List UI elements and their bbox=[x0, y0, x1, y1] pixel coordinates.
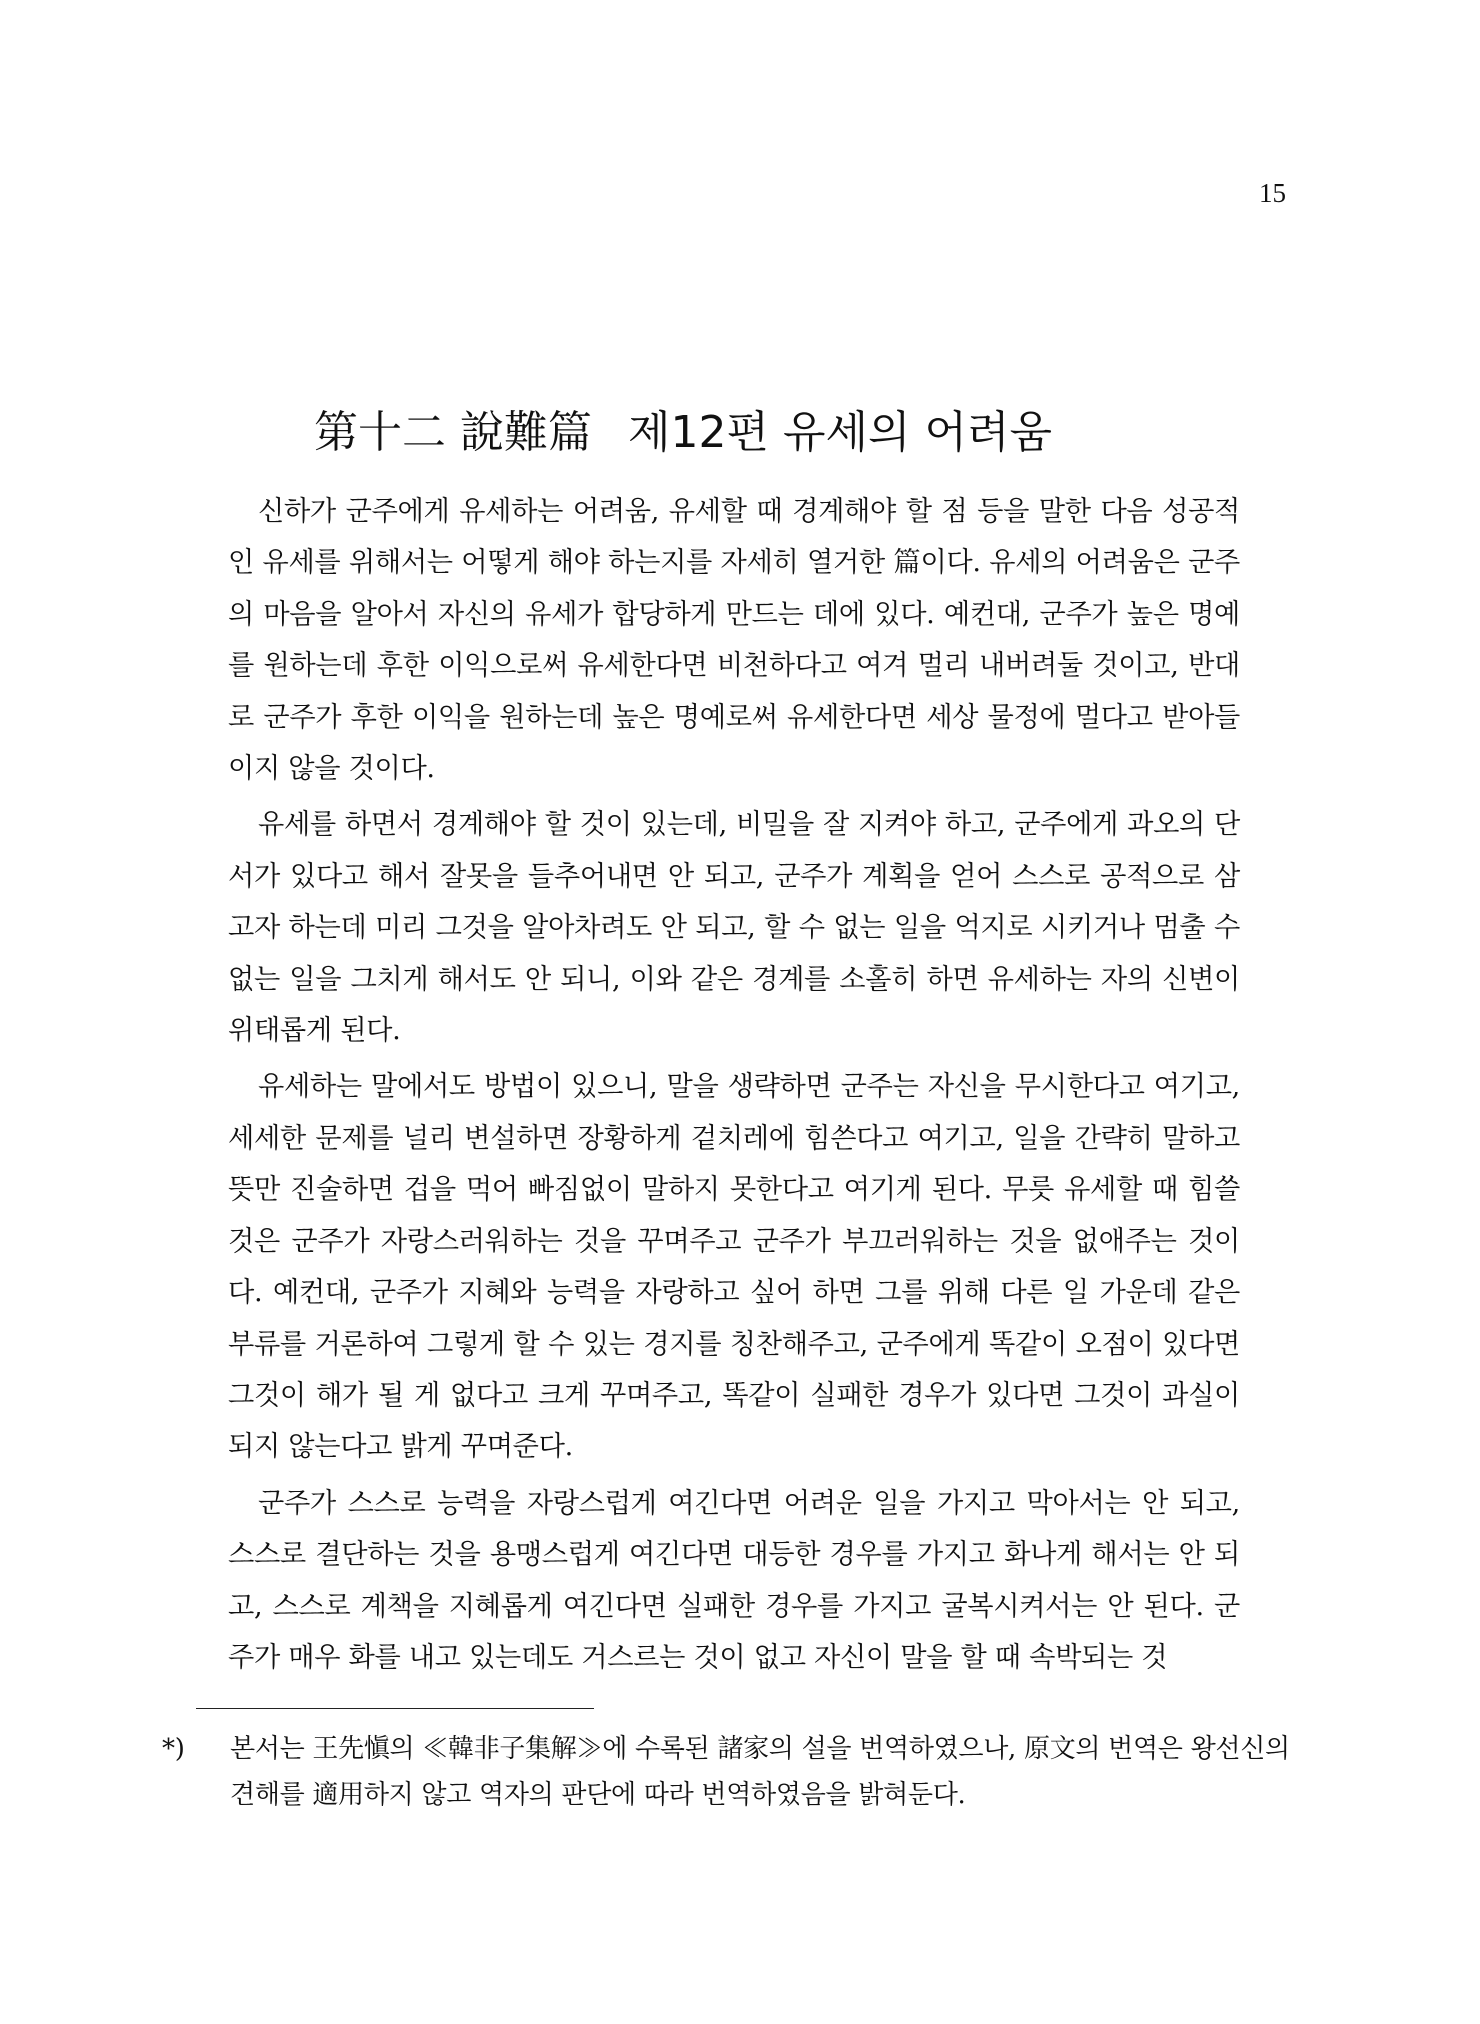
page-number: 15 bbox=[1259, 178, 1286, 208]
paragraph: 신하가 군주에게 유세하는 어려움, 유세할 때 경계해야 할 점 등을 말한 다음 성공적인 유세를 위해서는 어떻게 해야 하는지를 자세히 열거한 篇이다. 유세의 어려움은 군주의 마음을 알아서 자신의 유세가 합당하게 만드는 데에 있다. 예컨대, 군주가 높은 명예를 원하는데 후한 이익으로써 유세한다면 비천하다고 여겨 멀리 내버려둘 것이고, 반대로 군주가 후한 이익을 원하는데 높은 명예로써 유세한다면 세상 물정에 멀다고 받아들이지 않을 것이다. bbox=[228, 496, 1240, 785]
body-text bbox=[228, 486, 1240, 1688]
chapter-title-korean: 제12편 유세의 어려움 bbox=[628, 407, 1052, 458]
footnote bbox=[162, 1726, 1312, 1818]
chapter-title bbox=[314, 396, 1052, 460]
footnote-divider bbox=[196, 1708, 594, 1709]
chapter-title-hanja: 第十二 說難篇 bbox=[314, 407, 592, 458]
paragraph: 군주가 스스로 능력을 자랑스럽게 여긴다면 어려운 일을 가지고 막아서는 안 되고, 스스로 결단하는 것을 용맹스럽게 여긴다면 대등한 경우를 가지고 화나게 해서는 안 되고, 스스로 계책을 지혜롭게 여긴다면 실패한 경우를 가지고 굴복시켜서는 안 된다. 군주가 매우 화를 내고 있는데도 거스르는 것이 없고 자신이 말을 할 때 속박되는 것 bbox=[228, 1487, 1240, 1673]
paragraph: 유세를 하면서 경계해야 할 것이 있는데, 비밀을 잘 지켜야 하고, 군주에게 과오의 단서가 있다고 해서 잘못을 들추어내면 안 되고, 군주가 계획을 얻어 스스로 공적으로 삼고자 하는데 미리 그것을 알아차려도 안 되고, 할 수 없는 일을 억지로 시키거나 멈출 수 없는 일을 그치게 해서도 안 되니, 이와 같은 경계를 소홀히 하면 유세하는 자의 신변이 위태롭게 된다. bbox=[228, 809, 1240, 1047]
paragraph: 유세하는 말에서도 방법이 있으니, 말을 생략하면 군주는 자신을 무시한다고 여기고, 세세한 문제를 널리 변설하면 장황하게 겉치레에 힘쓴다고 여기고, 일을 간략히 말하고 뜻만 진술하면 겁을 먹어 빠짐없이 말하지 못한다고 여기게 된다. 무릇 유세할 때 힘쓸 것은 군주가 자랑스러워하는 것을 꾸며주고 군주가 부끄러워하는 것을 없애주는 것이다. 예컨대, 군주가 지혜와 능력을 자랑하고 싶어 하면 그를 위해 다른 일 가운데 같은 부류를 거론하여 그렇게 할 수 있는 경지를 칭찬해주고, 군주에게 똑같이 오점이 있다면 그것이 해가 될 게 없다고 크게 꾸며주고, 똑같이 실패한 경우가 있다면 그것이 과실이 되지 않는다고 밝게 꾸며준다. bbox=[228, 1071, 1240, 1463]
footnote-text: 본서는 王先愼의 ≪韓非子集解≫에 수록된 諸家의 설을 번역하였으나, 原文의 번역은 왕선신의 견해를 適用하지 않고 역자의 판단에 따라 번역하였음을 밝혀둔다. bbox=[230, 1734, 1290, 1810]
footnote-marker: *) bbox=[162, 1734, 185, 1764]
